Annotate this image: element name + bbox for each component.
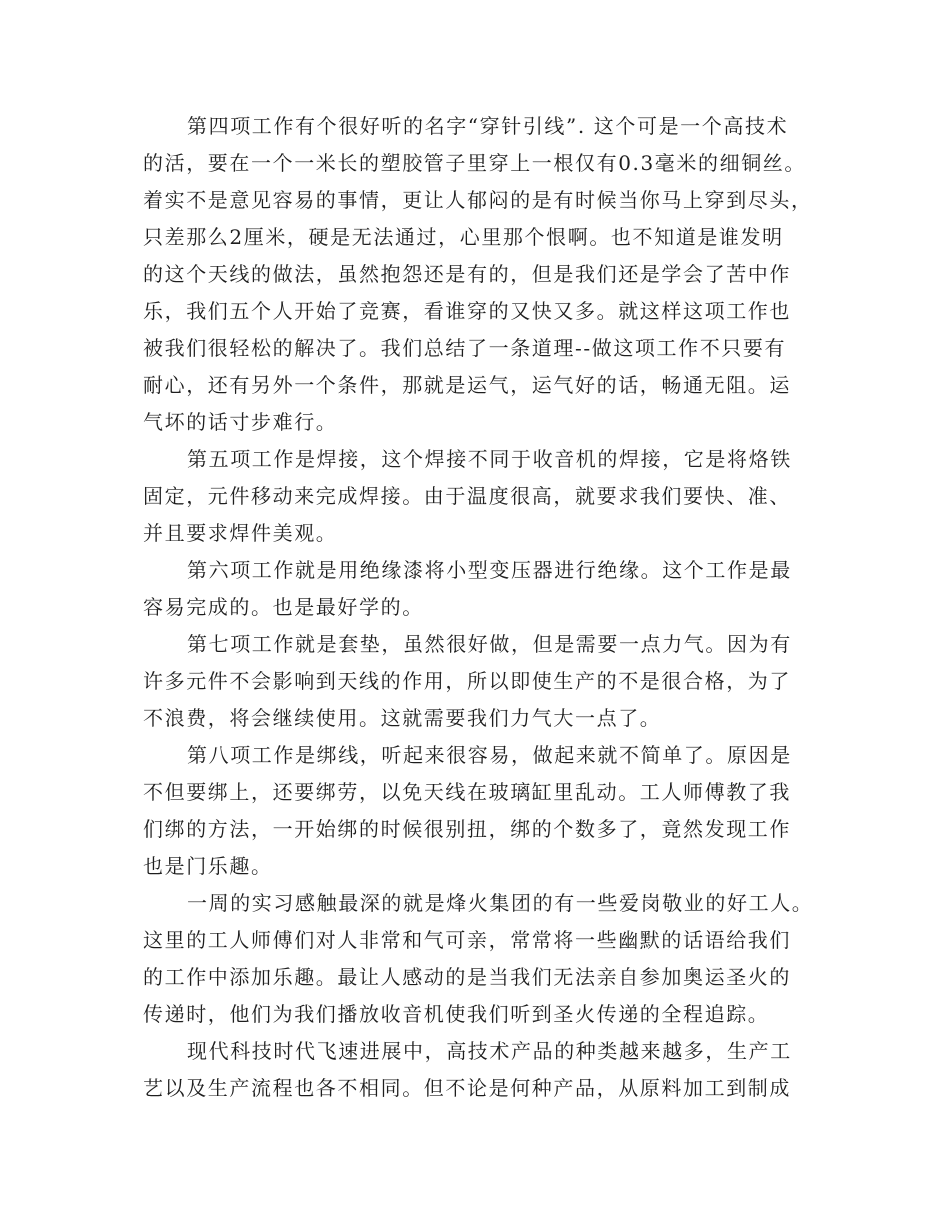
text-line: 不浪费，将会继续使用。这就需要我们力气大一点了。	[143, 706, 662, 730]
text-line: 只差那么2厘米，硬是无法通过，心里那个恨啊。也不知道是谁发明	[143, 225, 784, 249]
text-line: 艺以及生产流程也各不相同。但不论是何种产品，从原料加工到制成	[143, 1076, 791, 1100]
text-line: 许多元件不会影响到天线的作用，所以即使生产的不是很合格，为了	[143, 669, 791, 693]
text-line: 不但要绑上，还要绑劳，以免天线在玻璃缸里乱动。工人师傅教了我	[143, 780, 791, 804]
text-line: 第八项工作是绑线，听起来很容易，做起来就不简单了。原因是	[187, 743, 792, 767]
text-line: 第四项工作有个很好听的名字“穿针引线”. 这个可是一个高技术	[187, 114, 789, 138]
text-line: 第六项工作就是用绝缘漆将小型变压器进行绝缘。这个工作是最	[187, 558, 792, 582]
text-line: 们绑的方法，一开始绑的时候很别扭，绑的个数多了，竟然发现工作	[143, 817, 791, 841]
text-line: 第五项工作是焊接，这个焊接不同于收音机的焊接，它是将烙铁	[187, 447, 792, 471]
text-line: 并且要求焊件美观。	[143, 521, 338, 545]
text-line: 乐，我们五个人开始了竞赛，看谁穿的又快又多。就这样这项工作也	[143, 299, 791, 323]
text-line: 耐心，还有另外一个条件，那就是运气，运气好的话，畅通无阻。运	[143, 373, 791, 397]
text-line: 容易完成的。也是最好学的。	[143, 595, 424, 619]
text-line: 的活，要在一个一米长的塑胶管子里穿上一根仅有0.3毫米的细铜丝。	[143, 151, 807, 175]
text-line: 被我们很轻松的解决了。我们总结了一条道理--做这项工作不只要有	[143, 336, 787, 360]
text-line: 的工作中添加乐趣。最让人感动的是当我们无法亲自参加奥运圣火的	[143, 965, 791, 989]
text-line: 这里的工人师傅们对人非常和气可亲，常常将一些幽默的话语给我们	[143, 928, 791, 952]
text-line: 固定，元件移动来完成焊接。由于温度很高，就要求我们要快、准、	[143, 484, 791, 508]
text-line: 着实不是意见容易的事情，更让人郁闷的是有时候当你马上穿到尽头，	[143, 188, 813, 212]
text-line: 的这个天线的做法，虽然抱怨还是有的，但是我们还是学会了苦中作	[143, 262, 791, 286]
text-line: 现代科技时代飞速进展中，高技术产品的种类越来越多，生产工	[187, 1039, 792, 1063]
text-line: 传递时，他们为我们播放收音机使我们听到圣火传递的全程追踪。	[143, 1002, 770, 1026]
text-line: 第七项工作就是套垫，虽然很好做，但是需要一点力气。因为有	[187, 632, 792, 656]
text-line: 也是门乐趣。	[143, 854, 273, 878]
text-line: 一周的实习感触最深的就是烽火集团的有一些爱岗敬业的好工人。	[187, 891, 814, 915]
text-line: 气坏的话寸步难行。	[143, 410, 338, 434]
